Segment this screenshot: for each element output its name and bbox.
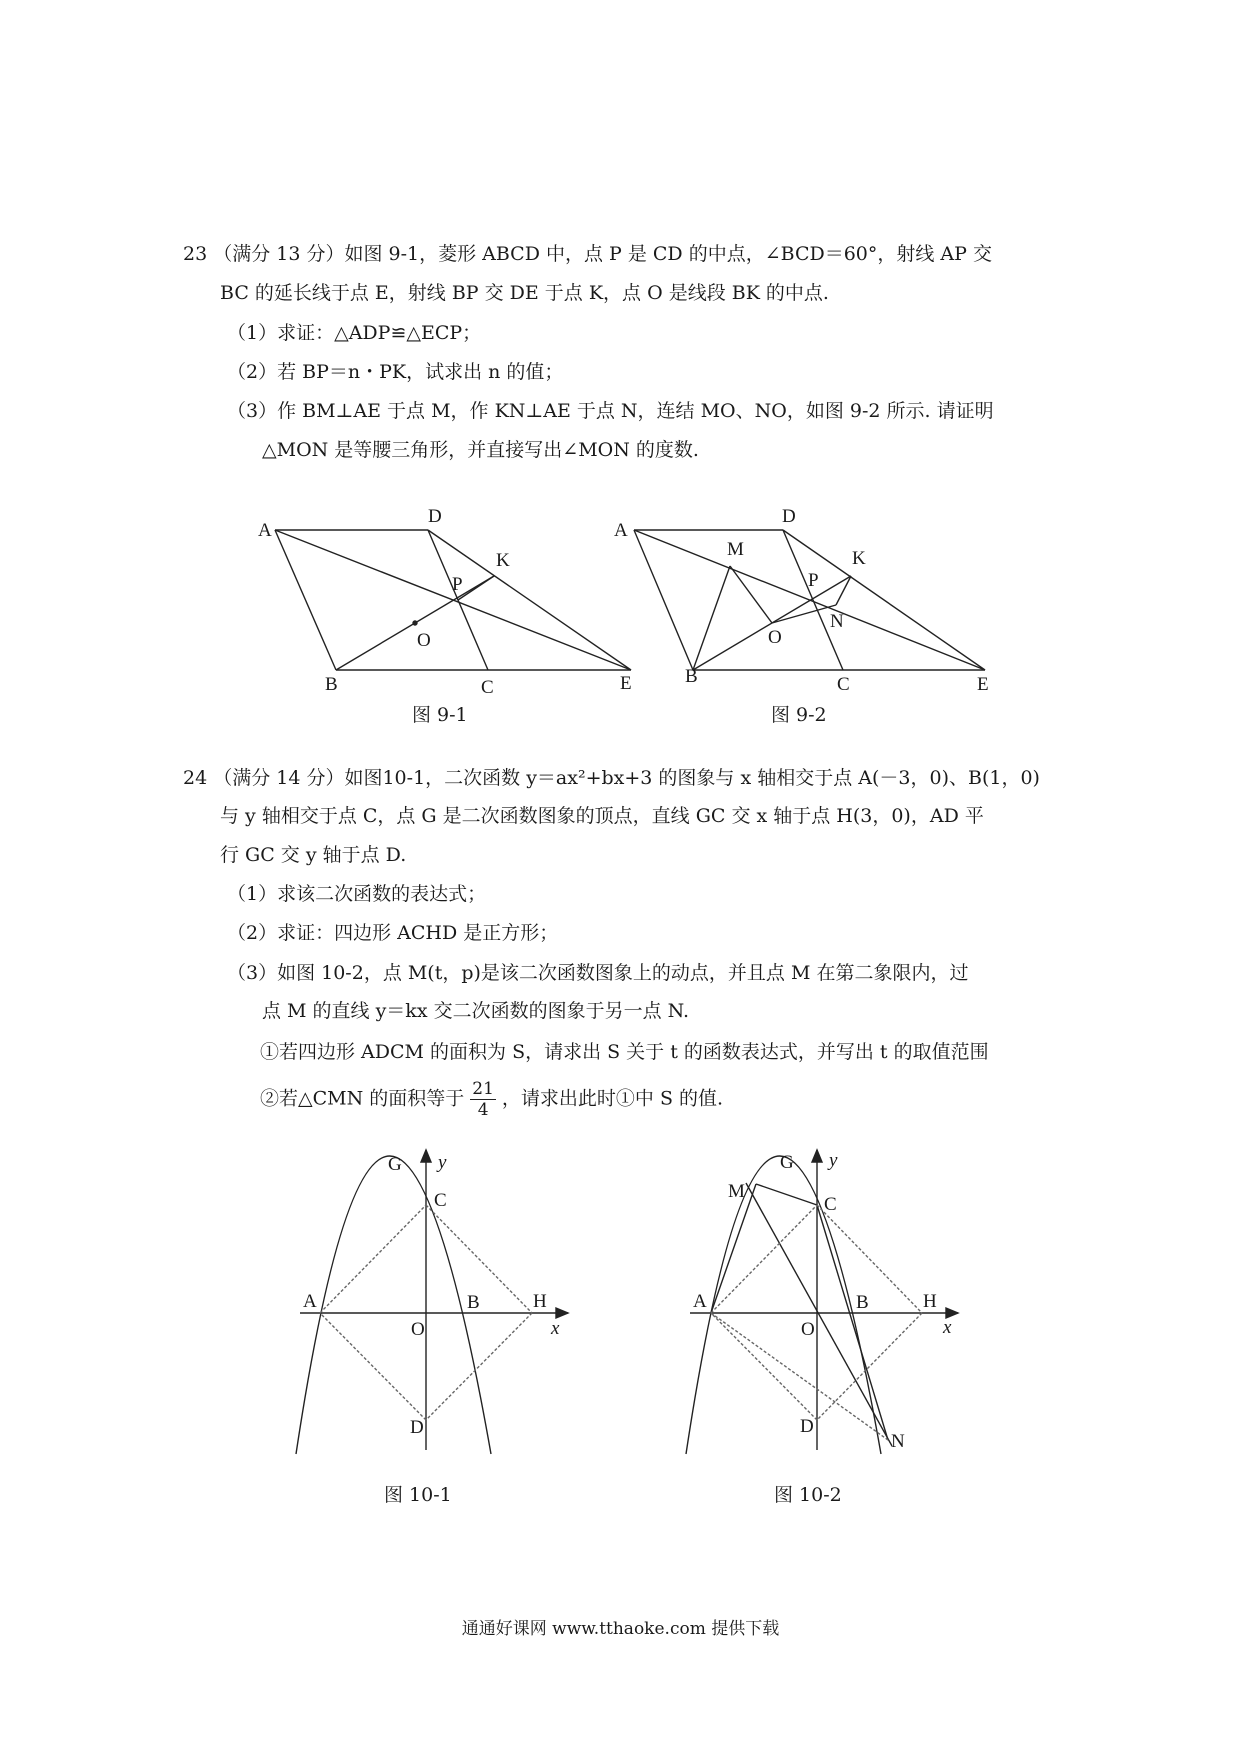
fig101-label-H: H	[533, 1291, 547, 1312]
fig101-label-C: C	[434, 1190, 447, 1211]
fig91-label-A: A	[258, 520, 272, 541]
fig102-label-x: x	[943, 1317, 952, 1338]
fig-10-2-caption: 图 10-2	[774, 1484, 842, 1506]
page-footer: 通通好课网 www.tthaoke.com 提供下载	[461, 1619, 780, 1639]
fig102-label-D: D	[800, 1416, 814, 1437]
q24-line-3: 行 GC 交 y 轴于点 D.	[220, 844, 407, 866]
fig91-label-K: K	[496, 550, 510, 571]
fig92-label-E: E	[977, 674, 989, 695]
fig92-label-M: M	[727, 539, 744, 560]
q24-subpart-2-text-before: ②若△CMN 的面积等于	[260, 1087, 465, 1110]
fig102-label-M: M	[728, 1181, 745, 1202]
fig102-label-N: N	[891, 1431, 905, 1452]
fig102-label-H: H	[923, 1291, 937, 1312]
fig101-label-y: y	[438, 1152, 447, 1173]
fig101-label-D: D	[410, 1417, 424, 1438]
fig91-label-P: P	[452, 574, 463, 595]
fig101-label-B: B	[467, 1292, 480, 1313]
fig91-label-O: O	[417, 630, 431, 651]
fig92-label-P: P	[808, 570, 819, 591]
fig101-label-G: G	[388, 1154, 402, 1175]
fig102-label-A: A	[693, 1291, 707, 1312]
q23-part-1: （1）求证：△ADP≌△ECP；	[227, 322, 482, 344]
fig92-label-O: O	[768, 627, 782, 648]
fraction-numerator: 21	[472, 1079, 494, 1099]
fig102-label-B: B	[856, 1292, 869, 1313]
q23-part-2: （2）若 BP＝n・PK，试求出 n 的值；	[227, 361, 564, 383]
fig92-label-D: D	[782, 506, 796, 527]
fig91-label-B: B	[325, 674, 338, 695]
fig92-label-C: C	[837, 674, 850, 695]
fig102-label-G: G	[780, 1152, 794, 1173]
fig101-label-x: x	[551, 1318, 560, 1339]
fig101-label-A: A	[303, 1291, 317, 1312]
fig-9-2-caption: 图 9-2	[771, 704, 827, 726]
q24-part-1: （1）求该二次函数的表达式；	[227, 883, 487, 905]
fig92-label-B: B	[685, 666, 698, 687]
fig102-label-O: O	[801, 1319, 815, 1340]
q24-part-3: （3）如图 10-2，点 M(t，p)是该二次函数图象上的动点，并且点 M 在第二象限内，过	[227, 962, 969, 984]
q24-part-2: （2）求证：四边形 ACHD 是正方形；	[227, 922, 559, 944]
figure-9-2	[634, 530, 985, 670]
q24-subpart-2	[260, 1079, 723, 1120]
q24-subpart-1: ①若四边形 ADCM 的面积为 S，请求出 S 关于 t 的函数表达式，并写出 t 的取值范围	[260, 1041, 989, 1063]
fig-9-1-caption: 图 9-1	[412, 704, 468, 726]
q23-line-2: BC 的延长线于点 E，射线 BP 交 DE 于点 K，点 O 是线段 BK 的中点.	[220, 282, 829, 304]
fig102-label-y: y	[829, 1150, 838, 1171]
fraction-21-over-4	[470, 1079, 496, 1120]
figure-9-1	[275, 530, 631, 670]
q23-part-3: （3）作 BM⊥AE 于点 M，作 KN⊥AE 于点 N，连结 MO、NO，如图 9-2 所示. 请证明	[227, 400, 994, 422]
figure-10-1	[296, 1150, 568, 1454]
fraction-denominator: 4	[477, 1100, 489, 1120]
q24-subpart-2-text-after: ，请求出此时①中 S 的值.	[501, 1087, 724, 1110]
fig92-label-N: N	[830, 611, 844, 632]
fig91-label-D: D	[428, 506, 442, 527]
q24-line-1: 24 （满分 14 分）如图10-1，二次函数 y＝ax²+bx+3 的图象与 x 轴相交于点 A(－3，0)、B(1，0)	[183, 767, 1040, 789]
q23-line-1: 23 （满分 13 分）如图 9-1，菱形 ABCD 中，点 P 是 CD 的中点，∠BCD＝60°，射线 AP 交	[183, 243, 992, 265]
fig102-label-C: C	[824, 1194, 837, 1215]
fig91-label-C: C	[481, 677, 494, 698]
fig-10-1-caption: 图 10-1	[384, 1484, 452, 1506]
fig92-label-A: A	[614, 520, 628, 541]
fig91-label-E: E	[620, 673, 632, 694]
fig92-label-K: K	[852, 548, 866, 569]
fig101-label-O: O	[411, 1319, 425, 1340]
q24-line-2: 与 y 轴相交于点 C，点 G 是二次函数图象的顶点，直线 GC 交 x 轴于点 H(3，0)，AD 平	[220, 805, 984, 827]
figure-10-2	[686, 1150, 958, 1454]
q23-part-3-cont: △MON 是等腰三角形，并直接写出∠MON 的度数.	[262, 439, 699, 461]
q24-part-3-cont: 点 M 的直线 y＝kx 交二次函数的图象于另一点 N.	[262, 1000, 690, 1022]
